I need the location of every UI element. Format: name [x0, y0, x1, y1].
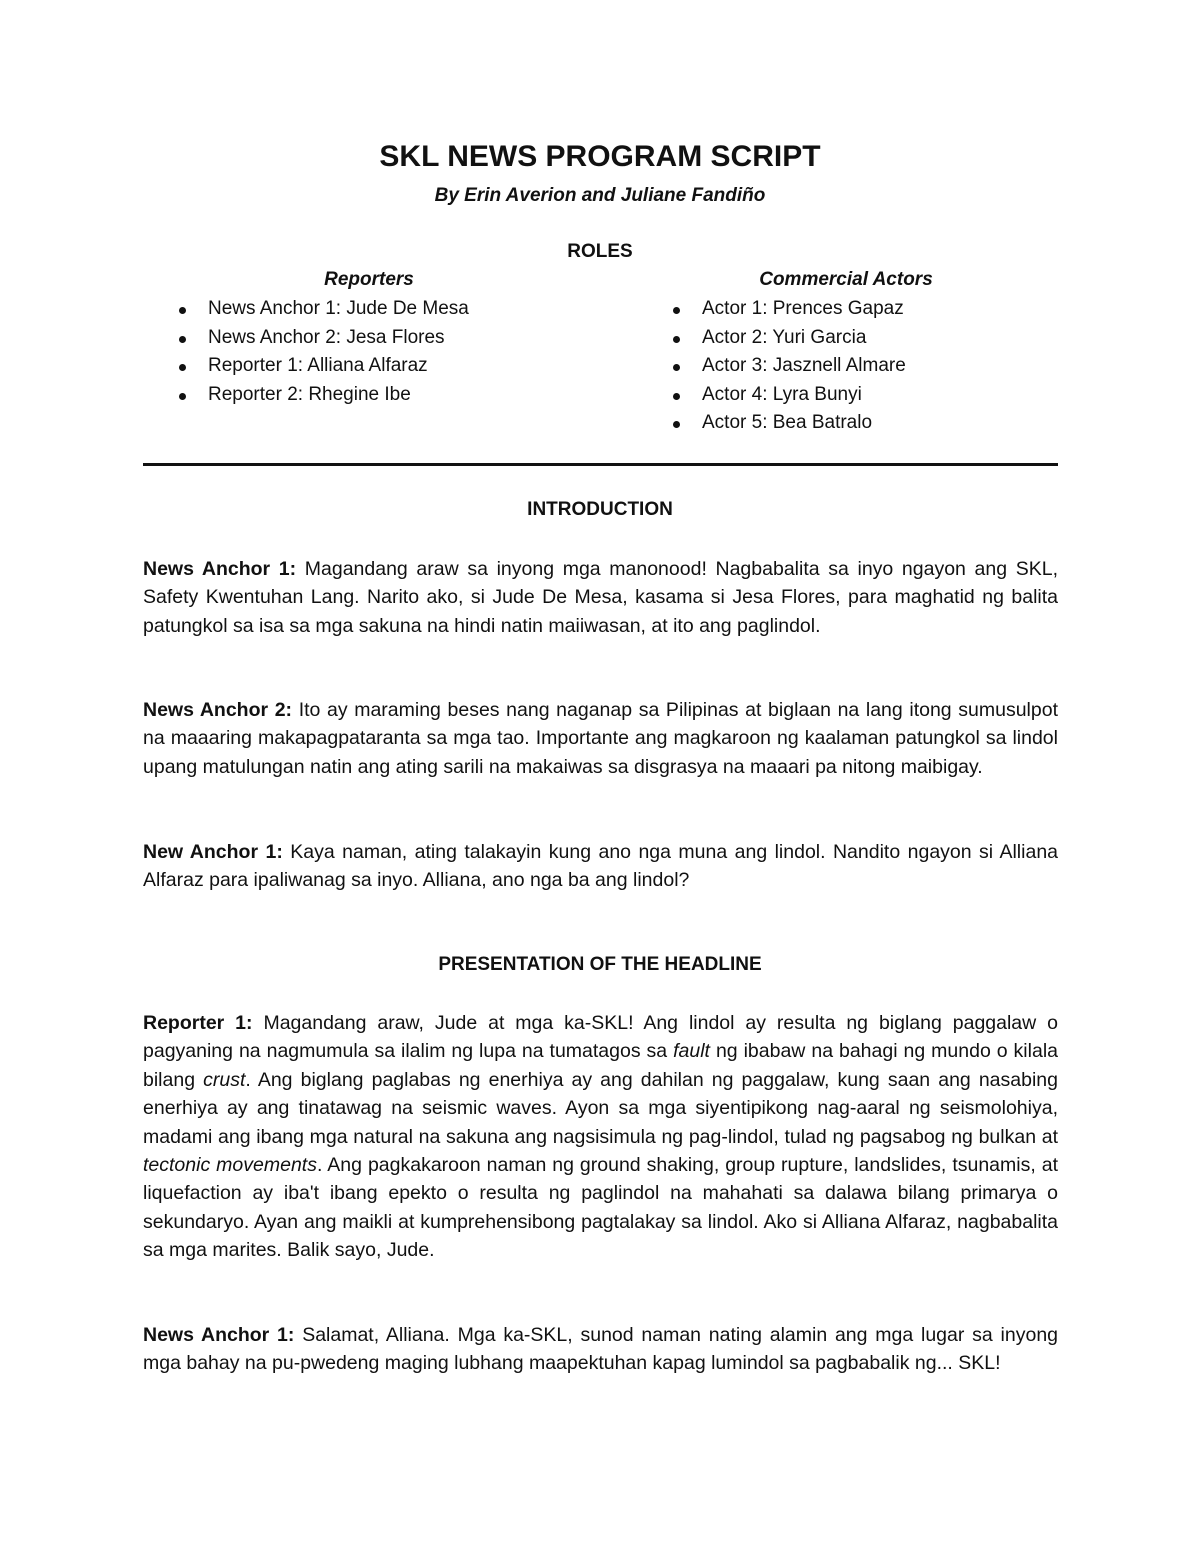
list-item: News Anchor 1: Jude De Mesa: [175, 295, 469, 324]
dialogue-paragraph: [143, 838, 1058, 895]
list-item: Actor 3: Jasznell Almare: [669, 352, 906, 381]
dialogue-paragraph: [143, 1009, 1058, 1265]
reporters-list: [175, 295, 469, 409]
list-item: Actor 5: Bea Batralo: [669, 409, 906, 438]
dialogue-emphasis: crust: [203, 1068, 246, 1091]
list-item: Actor 1: Prences Gapaz: [669, 295, 906, 324]
section-divider: [143, 463, 1058, 466]
dialogue-text: Magandang araw, Jude at mga ka-SKL! Ang lindol ay resulta ng biglang paggalaw o pagyaning na nagmumula sa ilalim ng lupa na tumatagos sa: [143, 1012, 1058, 1063]
dialogue-paragraph: [143, 696, 1058, 781]
dialogue-text: Ito ay maraming beses nang naganap sa Pilipinas at biglaan na lang itong sumusulpot na maaaring makapagpataranta sa mga tao. Importante ang magkaroon ng kaalaman patungkol sa lindol upang matulungan natin ang ating sarili na makaiwas sa disgrasya na maaari pa nitong maibigay.: [143, 699, 1058, 778]
commercial-actors-heading: Commercial Actors: [759, 269, 933, 290]
document-byline: By Erin Averion and Juliane Fandiño: [434, 185, 766, 206]
dialogue-text: Magandang araw sa inyong mga manonood! Nagbabalita sa inyo ngayon ang SKL, Safety Kwentuhan Lang. Narito ako, si Jude De Mesa, kasama si Jesa Flores, para maghatid ng balita patungkol sa isa sa mga sakuna na hindi natin maiiwasan, at ito ang paglindol.: [143, 558, 1058, 637]
list-item: Actor 4: Lyra Bunyi: [669, 381, 906, 410]
dialogue-text: . Ang pagkakaroon naman ng ground shaking, group rupture, landslides, tsunamis, at liquefaction ay iba't ibang epekto o resulta ng paglindol na mahahati sa dalawa bilang primarya o sekundaryo. Ayan ang maikli at kumprehensibong pagtalakay sa lindol. Ako si Alliana Alfaraz, nagbabalita sa mga marites. Balik sayo, Jude.: [143, 1154, 1059, 1262]
speaker-label: News Anchor 1:: [143, 558, 297, 580]
list-item: Reporter 1: Alliana Alfaraz: [175, 352, 469, 381]
dialogue-paragraph: [143, 1321, 1058, 1378]
document-title: SKL NEWS PROGRAM SCRIPT: [379, 140, 821, 173]
dialogue-emphasis: fault: [673, 1040, 710, 1063]
commercial-actors-list: [669, 295, 906, 438]
list-item: Reporter 2: Rhegine Ibe: [175, 381, 469, 410]
dialogue-text: Salamat, Alliana. Mga ka-SKL, sunod naman nating alamin ang mga lugar sa inyong mga bahay na pu-pwedeng maging lubhang maapektuhan kapag lumindol sa pagbabalik ng... SKL!: [143, 1324, 1059, 1375]
dialogue-paragraph: [143, 555, 1058, 640]
speaker-label: Reporter 1:: [143, 1012, 253, 1034]
speaker-label: News Anchor 1:: [143, 1324, 295, 1346]
list-item: News Anchor 2: Jesa Flores: [175, 324, 469, 353]
dialogue-text: Kaya naman, ating talakayin kung ano nga muna ang lindol. Nandito ngayon si Alliana Alfaraz para ipaliwanag sa inyo. Alliana, ano nga ba ang lindol?: [143, 841, 1059, 892]
reporters-heading: Reporters: [324, 269, 414, 290]
headline-heading: PRESENTATION OF THE HEADLINE: [438, 954, 762, 975]
list-item: Actor 2: Yuri Garcia: [669, 324, 906, 353]
speaker-label: New Anchor 1:: [143, 841, 283, 863]
speaker-label: News Anchor 2:: [143, 699, 293, 721]
dialogue-text: . Ang biglang paglabas ng enerhiya ay ang dahilan ng paggalaw, kung saan ang nasabing enerhiya ay ang tinatawag na seismic waves. Ayon sa mga siyentipikong nag-aaral ng seismolohiya, madami ang ibang mga natural na sakuna ang nagsisimula ng pag-lindol, tulad ng pagsabog ng bulkan at: [143, 1068, 1058, 1148]
introduction-heading: INTRODUCTION: [527, 499, 673, 520]
dialogue-text: ng ibabaw na bahagi ng mundo o kilala bilang: [143, 1040, 1058, 1091]
roles-heading: ROLES: [567, 241, 633, 262]
dialogue-emphasis: tectonic movements: [143, 1154, 317, 1177]
